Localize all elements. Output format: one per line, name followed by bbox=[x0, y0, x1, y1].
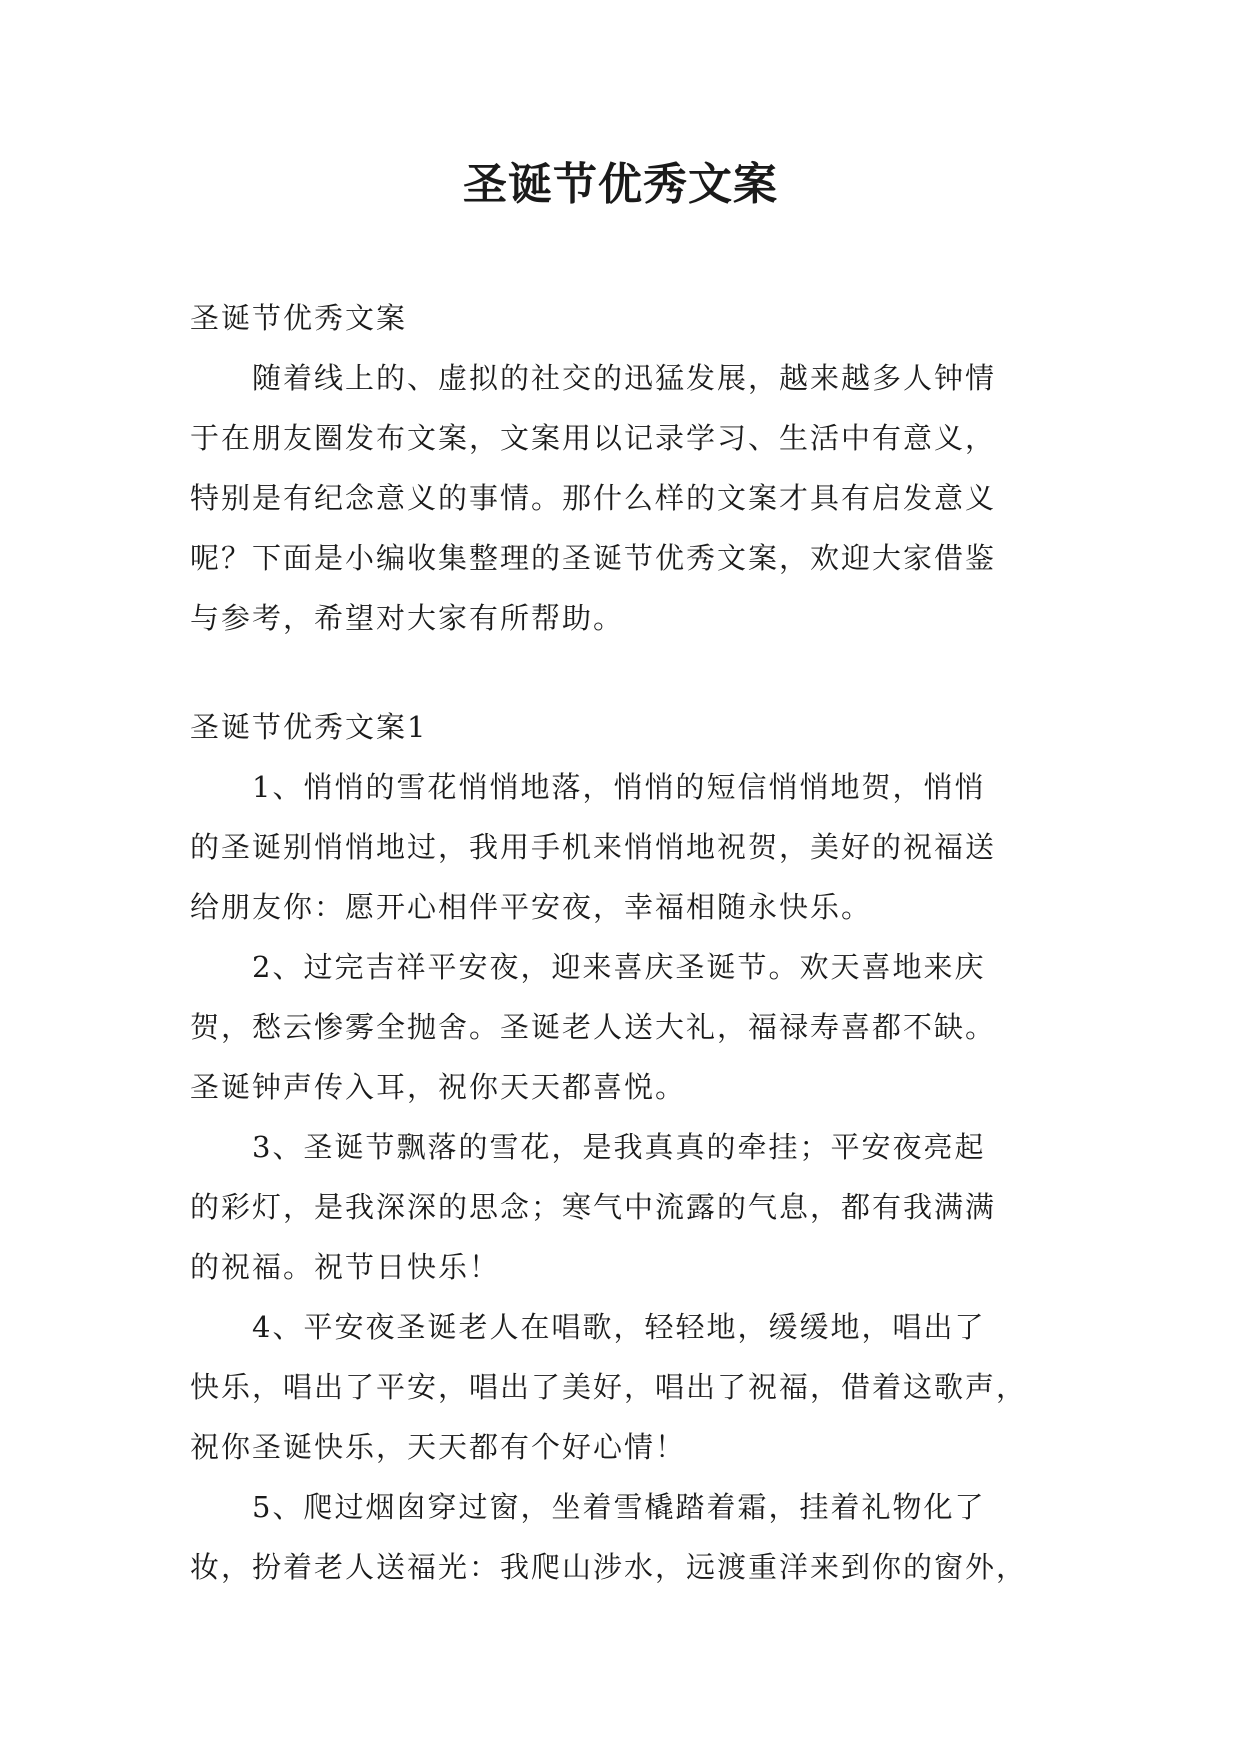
document-body bbox=[190, 288, 1080, 1597]
list-item bbox=[190, 1117, 1080, 1297]
item-line: 的祝福。祝节日快乐！ bbox=[190, 1250, 501, 1284]
item-line: 5、爬过烟囱穿过窗，坐着雪橇踏着霜，挂着礼物化了 bbox=[252, 1490, 986, 1524]
list-item bbox=[190, 1477, 1080, 1597]
item-line: 妆，扮着老人送福光：我爬山涉水，远渡重洋来到你的窗外， bbox=[190, 1550, 1028, 1584]
intro-line: 特别是有纪念意义的事情。那什么样的文案才具有启发意义 bbox=[190, 481, 997, 515]
section-heading: 圣诞节优秀文案1 bbox=[190, 710, 428, 744]
list-item bbox=[190, 757, 1080, 937]
item-line: 贺，愁云惨雾全抛舍。圣诞老人送大礼，福禄寿喜都不缺。 bbox=[190, 1010, 997, 1044]
item-line: 3、圣诞节飘落的雪花，是我真真的牵挂；平安夜亮起 bbox=[252, 1130, 986, 1164]
item-line: 4、平安夜圣诞老人在唱歌，轻轻地，缓缓地，唱出了 bbox=[252, 1310, 986, 1344]
intro-line: 与参考，希望对大家有所帮助。 bbox=[190, 601, 625, 635]
paragraph-gap bbox=[190, 648, 1080, 697]
item-line: 快乐，唱出了平安，唱出了美好，唱出了祝福，借着这歌声， bbox=[190, 1370, 1028, 1404]
item-line: 祝你圣诞快乐，天天都有个好心情！ bbox=[190, 1430, 687, 1464]
item-line: 圣诞钟声传入耳，祝你天天都喜悦。 bbox=[190, 1070, 687, 1104]
item-line: 给朋友你：愿开心相伴平安夜，幸福相随永快乐。 bbox=[190, 890, 873, 924]
list-item bbox=[190, 1297, 1080, 1477]
intro-line: 于在朋友圈发布文案，文案用以记录学习、生活中有意义， bbox=[190, 421, 997, 455]
subtitle: 圣诞节优秀文案 bbox=[190, 301, 408, 335]
list-item bbox=[190, 937, 1080, 1117]
item-line: 的彩灯，是我深深的思念；寒气中流露的气息，都有我满满 bbox=[190, 1190, 997, 1224]
intro-paragraph bbox=[190, 348, 1080, 648]
item-line: 1、悄悄的雪花悄悄地落，悄悄的短信悄悄地贺，悄悄 bbox=[252, 770, 986, 804]
item-line: 的圣诞别悄悄地过，我用手机来悄悄地祝贺，美好的祝福送 bbox=[190, 830, 997, 864]
document-title: 圣诞节优秀文案 bbox=[463, 159, 778, 210]
intro-line: 随着线上的、虚拟的社交的迅猛发展，越来越多人钟情 bbox=[252, 361, 997, 395]
intro-line: 呢？下面是小编收集整理的圣诞节优秀文案，欢迎大家借鉴 bbox=[190, 541, 997, 575]
item-line: 2、过完吉祥平安夜，迎来喜庆圣诞节。欢天喜地来庆 bbox=[252, 950, 986, 984]
